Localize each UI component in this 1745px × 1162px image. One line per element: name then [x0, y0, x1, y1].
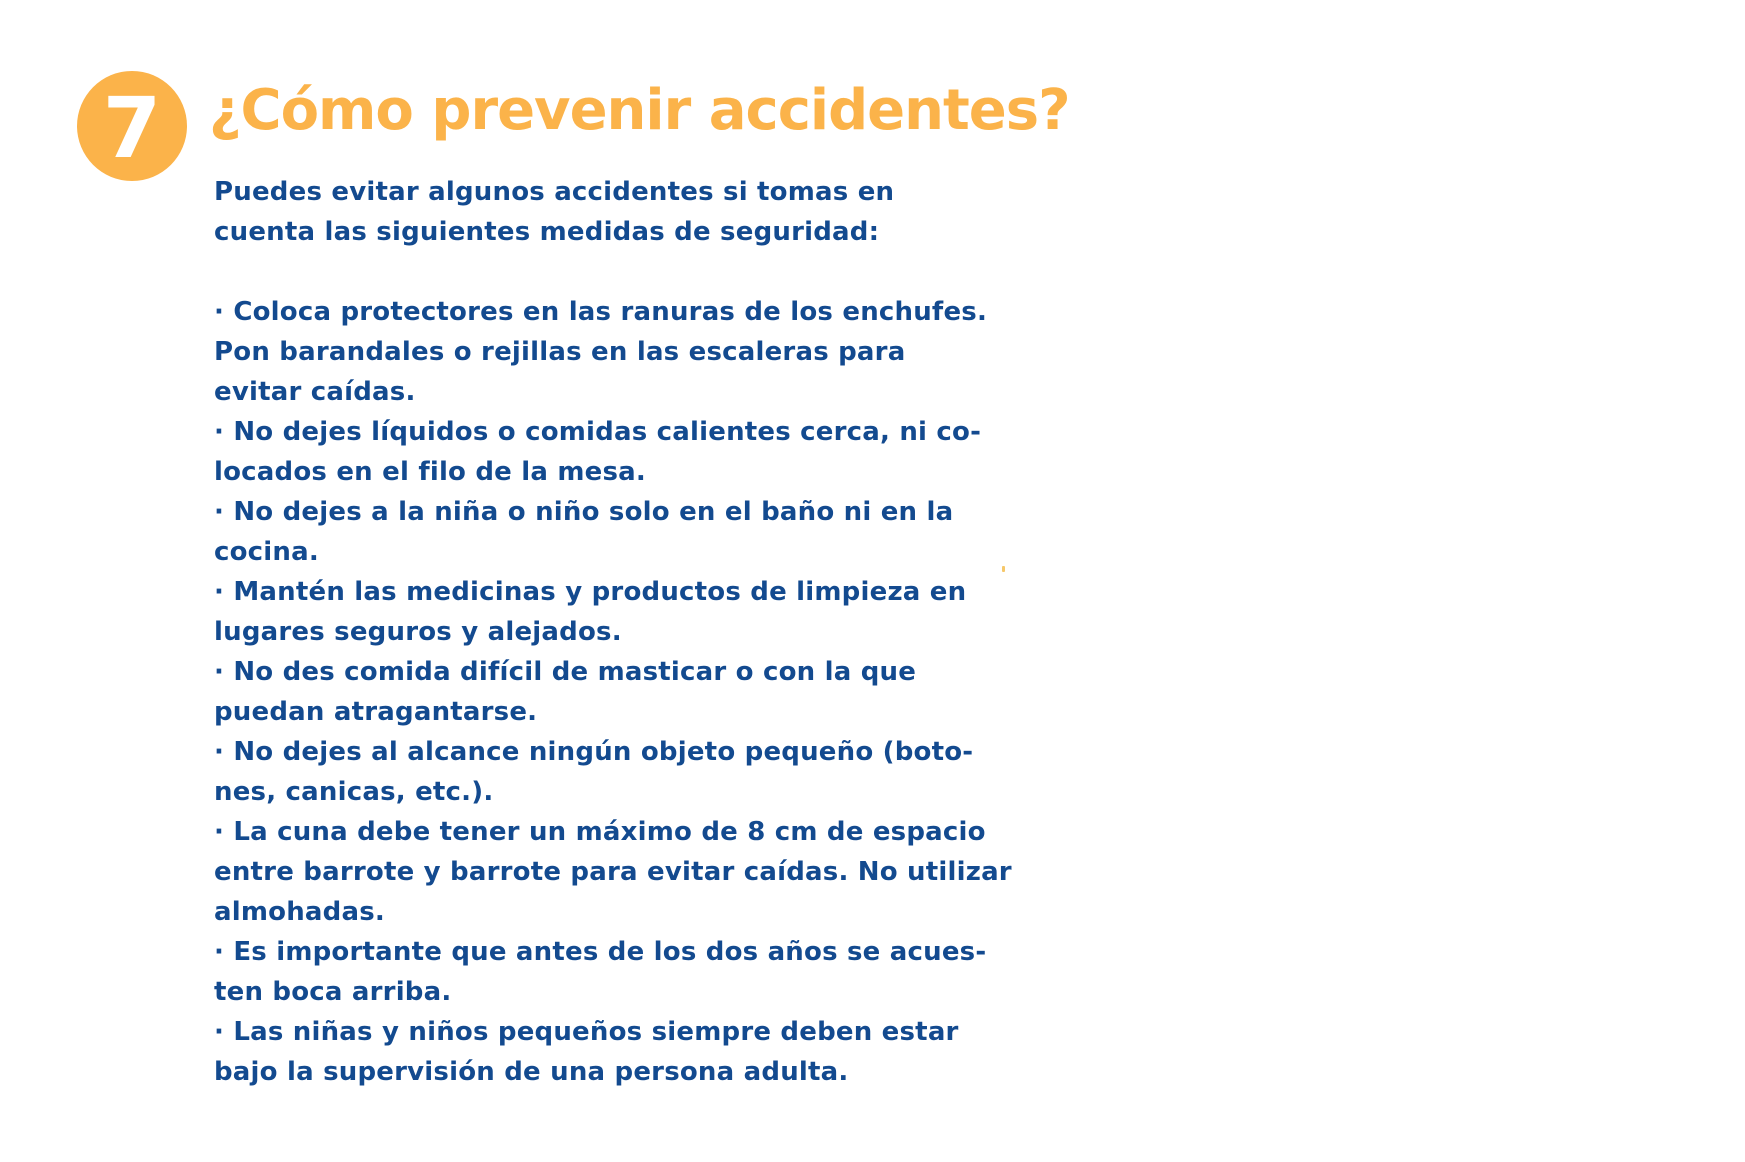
list-item	[214, 932, 1004, 1012]
page-title: ¿Cómo prevenir accidentes?	[209, 78, 1070, 143]
list-item-line: entre barrote y barrote para evitar caídas. No utilizar	[214, 857, 1012, 887]
content-body	[214, 172, 1012, 1092]
list-item-line: nes, canicas, etc.).	[214, 777, 494, 807]
list-item-line: cocina.	[214, 537, 319, 567]
list-item-line: almohadas.	[214, 897, 385, 927]
list-item-line: evitar caídas.	[214, 377, 416, 407]
list-item-line: puedan atragantarse.	[214, 697, 538, 727]
list-item-line: · Coloca protectores en las ranuras de los enchufes.	[214, 297, 988, 327]
step-number: 7	[102, 79, 162, 177]
list-item	[214, 812, 1012, 932]
list-item-line: ten boca arriba.	[214, 977, 452, 1007]
list-item-line: · Las niñas y niños pequeños siempre deben estar	[214, 1017, 959, 1047]
list-item-line: · No des comida difícil de masticar o con la que	[214, 657, 917, 687]
safety-tips-list	[214, 292, 1012, 1092]
list-item-line: · La cuna debe tener un máximo de 8 cm de espacio	[214, 817, 986, 847]
list-item-line: bajo la supervisión de una persona adulta.	[214, 1057, 849, 1087]
list-item	[214, 1012, 1004, 1092]
list-item-line: · Mantén las medicinas y productos de limpieza en	[214, 577, 967, 607]
list-item-line: Pon barandales o rejillas en las escaleras para	[214, 337, 906, 367]
step-number-badge	[77, 71, 187, 181]
decorative-speck	[1002, 566, 1005, 572]
intro-line: cuenta las siguientes medidas de seguridad:	[214, 217, 880, 247]
list-item-line: · No dejes a la niña o niño solo en el baño ni en la	[214, 497, 954, 527]
list-item-line: · No dejes líquidos o comidas calientes cerca, ni co-	[214, 417, 982, 447]
list-item-line: lugares seguros y alejados.	[214, 617, 622, 647]
list-item	[214, 732, 1004, 812]
list-item-line: · Es importante que antes de los dos años se acues-	[214, 937, 987, 967]
intro-line: Puedes evitar algunos accidentes si tomas en	[214, 177, 895, 207]
list-item-line: · No dejes al alcance ningún objeto pequeño (boto-	[214, 737, 974, 767]
list-item-line: locados en el filo de la mesa.	[214, 457, 647, 487]
intro-paragraph	[214, 172, 1004, 252]
list-item	[214, 292, 1004, 412]
list-item	[214, 652, 1004, 732]
list-item	[214, 492, 1004, 572]
list-item	[214, 572, 1004, 652]
list-item	[214, 412, 1004, 492]
